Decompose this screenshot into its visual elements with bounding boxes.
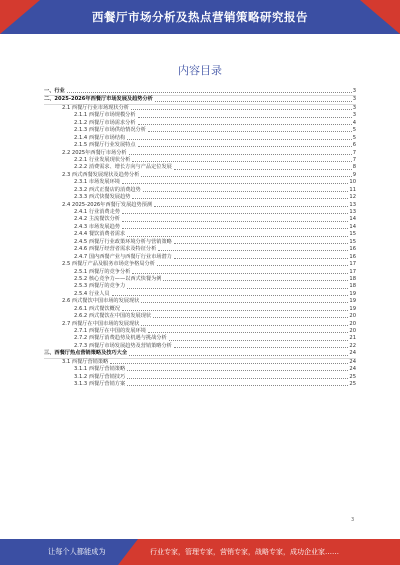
toc-entry-label: 2.4.4 餐饮消费者需求	[74, 231, 126, 238]
footer-accent-slope	[118, 539, 138, 565]
toc-entry-label: 2.3 西式西餐发展现状及趋势分析	[62, 171, 140, 178]
toc-entry-label: 2.2 2025年西餐厅市场分析	[62, 149, 127, 156]
toc-leader-dots	[169, 340, 349, 341]
toc-leader-dots	[141, 302, 348, 303]
toc-entry-label: 2.4.2 主流餐饮分析	[74, 216, 120, 223]
toc-entry-label: 2.3.3 西式快餐发展趋势	[74, 194, 131, 201]
toc-entry-label: 2.7.3 西餐厅市场发展趋势及营销策略分析	[74, 342, 172, 349]
toc-leader-dots	[129, 355, 348, 356]
toc-entry-label: 3.1.3 西餐厅营销方案	[74, 381, 126, 388]
toc-entry-label: 2.5.4 行业人员	[74, 290, 110, 297]
toc-leader-dots	[138, 124, 352, 125]
toc-entry-page: 25	[349, 381, 356, 388]
toc-leader-dots	[122, 183, 348, 184]
toc-leader-dots	[141, 325, 348, 326]
toc-heading: 内容目录	[178, 64, 222, 77]
toc-entry-label: 3.1.2 西餐厅营销技巧	[74, 373, 126, 380]
toc-entry-page: 8	[352, 164, 356, 171]
toc-leader-dots	[143, 191, 349, 192]
toc-leader-dots	[132, 273, 348, 274]
toc-leader-dots	[153, 317, 348, 318]
toc-entry[interactable]	[44, 216, 356, 223]
toc-leader-dots	[131, 109, 352, 110]
toc-leader-dots	[132, 161, 351, 162]
toc-entry-page: 11	[349, 186, 356, 193]
toc-entry-page: 18	[349, 275, 356, 282]
toc-entry[interactable]	[44, 366, 356, 373]
toc-leader-dots	[129, 154, 352, 155]
toc-entry-page: 19	[349, 298, 356, 305]
toc-entry-page: 15	[349, 238, 356, 245]
toc-leader-dots	[122, 310, 348, 311]
toc-entry-page: 5	[352, 134, 356, 141]
toc-entry[interactable]	[44, 164, 356, 171]
toc-entry-label: 2.2.1 行业发展现状分析	[74, 156, 131, 163]
toc-entry-label: 2.4.3 市场发展趋势	[74, 223, 120, 230]
toc-entry[interactable]	[44, 187, 356, 194]
toc-entry-label: 2.3.1 市场发展环境	[74, 179, 120, 186]
toc-entry-page: 6	[352, 142, 356, 149]
toc-entry-label: 2.4.6 西餐厅经营者需求及特征分析	[74, 246, 157, 253]
toc-leader-dots	[155, 101, 352, 102]
toc-entry-label: 2.7.2 西餐厅消费趋势及机遇与挑战分析	[74, 335, 167, 342]
toc-leader-dots	[127, 288, 348, 289]
toc-entry-label: 2.1.4 西餐厅市场结构	[74, 134, 126, 141]
footer-slogan-right: 行业专家，管理专家，营销专家，战略专家，成功企业家……	[150, 548, 339, 556]
page-number: 3	[351, 517, 355, 523]
toc-entry-page: 19	[349, 290, 356, 297]
toc-entry[interactable]	[44, 127, 356, 134]
toc-entry-page: 24	[349, 350, 356, 357]
toc-entry-label: 2.5.1 西餐厅的竞争分析	[74, 268, 131, 275]
toc-entry-label: 2.7 西餐厅在中国市场的发展现状	[62, 320, 140, 327]
toc-entry-page: 3	[352, 88, 356, 94]
toc-entry-page: 9	[352, 171, 356, 178]
toc-entry-label: 2.6 西式餐饮中国市场的发展现状	[62, 298, 140, 305]
toc-entry-page: 3	[352, 96, 356, 103]
toc-entry-label: 2.1.2 西餐厅市场需求分析	[74, 119, 136, 126]
toc-entry[interactable]	[44, 142, 356, 149]
toc-entry-label: 一、行业	[44, 88, 65, 94]
toc-entry-label: 2.6.1 西式餐饮概况	[74, 305, 120, 312]
toc-leader-dots	[148, 332, 348, 333]
toc-leader-dots	[174, 347, 349, 348]
toc-leader-dots	[138, 146, 352, 147]
footer-slogan-left: 让每个人都能成为	[48, 547, 106, 556]
toc-entry-page: 13	[349, 209, 356, 215]
toc-leader-dots	[110, 363, 348, 364]
toc-entry-page: 24	[349, 358, 356, 365]
toc-entry-page: 21	[349, 335, 356, 342]
toc-entry-label: 2.1.3 西餐厅市场供给情况分析	[74, 127, 146, 134]
toc-leader-dots	[154, 206, 348, 207]
toc-entry[interactable]	[44, 231, 356, 238]
toc-entry-page: 7	[352, 156, 356, 163]
toc-entry-page: 20	[349, 328, 356, 334]
toc-entry-page: 16	[349, 253, 356, 260]
toc-entry[interactable]	[44, 112, 356, 119]
toc-entry[interactable]	[44, 306, 356, 313]
toc-entry-page: 20	[349, 313, 356, 320]
toc-entry-page: 13	[349, 201, 356, 208]
toc-entry[interactable]	[44, 313, 356, 320]
toc-entry[interactable]	[44, 283, 356, 290]
toc-entry[interactable]	[44, 269, 356, 276]
toc-entry-page: 5	[352, 127, 356, 134]
toc-leader-dots	[122, 221, 348, 222]
toc-entry-page: 12	[349, 194, 356, 201]
toc-entry[interactable]	[44, 350, 356, 358]
toc-entry-label: 2.5.2 核心竞争力——以西式快餐为例	[74, 275, 162, 282]
toc-entry-page: 25	[349, 373, 356, 380]
page-footer	[0, 539, 400, 565]
toc-entry-label: 3.1.1 西餐厅营销策略	[74, 366, 126, 373]
toc-entry-page: 19	[349, 305, 356, 312]
toc-leader-dots	[174, 243, 349, 244]
toc-entry-label: 三、西餐厅热点营销策略及技巧大全	[44, 350, 128, 357]
toc-entry[interactable]	[44, 261, 356, 268]
toc-entry-page: 3	[352, 112, 356, 119]
toc-leader-dots	[163, 280, 348, 281]
toc-entry-page: 24	[349, 366, 356, 373]
toc-entry[interactable]	[44, 179, 356, 186]
toc-entry-page: 7	[352, 149, 356, 156]
toc-entry-page: 14	[349, 223, 356, 230]
toc-entry-label: 3.1 西餐厅营销策略	[62, 358, 109, 365]
toc-entry-label: 2.6.2 西式餐饮在中国的发展现状	[74, 313, 152, 320]
toc-leader-dots	[127, 236, 348, 237]
toc-leader-dots	[141, 176, 351, 177]
toc-entry-page: 10	[349, 179, 356, 186]
toc-entry-label: 2.2.2 消费需求、增长方向与产品定位发展	[74, 164, 172, 171]
toc-entry-page: 14	[349, 216, 356, 223]
toc-entry-label: 2.5 西餐厅产品及服务市场竞争格局分析	[62, 261, 155, 268]
toc-entry[interactable]	[44, 150, 356, 157]
toc-entry-page: 4	[352, 119, 356, 126]
toc-leader-dots	[138, 117, 352, 118]
toc-leader-dots	[127, 378, 348, 379]
toc-leader-dots	[174, 258, 349, 259]
toc-entry-page: 16	[349, 246, 356, 253]
toc-entry-page: 20	[349, 320, 356, 327]
toc-leader-dots	[157, 265, 348, 266]
toc-entry-label: 2.1.5 西餐厅行业发展特点	[74, 142, 136, 149]
toc-entry-label: 2.4.7 国内西餐产业与西餐厅行业市场潜力	[74, 253, 172, 260]
toc-entry-page: 17	[349, 268, 356, 275]
toc-entry-page: 18	[349, 283, 356, 290]
page-header	[0, 0, 400, 34]
toc-leader-dots	[127, 139, 352, 140]
toc-entry-page: 17	[349, 261, 356, 268]
toc-entry[interactable]	[44, 135, 356, 142]
toc-leader-dots	[174, 169, 352, 170]
toc-leader-dots	[158, 250, 348, 251]
toc-entry[interactable]	[44, 374, 356, 381]
toc-entry-label: 2.4.5 西餐厅行业政策环境分析与营销策略	[74, 238, 172, 245]
toc-entry-label: 2.7.1 西餐厅在中国的发展环境	[74, 328, 146, 334]
toc-leader-dots	[132, 198, 348, 199]
toc-entry[interactable]	[44, 335, 356, 342]
toc-leader-dots	[127, 370, 348, 371]
toc-leader-dots	[127, 385, 348, 386]
toc-entry[interactable]	[44, 194, 356, 201]
toc-leader-dots	[67, 92, 352, 93]
toc-entry-label: 2.4.1 行业消费走势	[74, 209, 120, 215]
toc-entry-label: 二、2025-2026年西餐厅市场发展及趋势分析	[44, 96, 153, 103]
toc-entry-label: 2.1.1 西餐厅市场规模分析	[74, 112, 136, 119]
toc-leader-dots	[122, 228, 348, 229]
toc-entry-label: 2.3.2 西式正餐店的消费趋势	[74, 186, 141, 193]
toc-entry-page: 15	[349, 231, 356, 238]
toc-entry-label: 2.5.3 西餐厅的竞争力	[74, 283, 126, 290]
toc-entry[interactable]	[44, 246, 356, 253]
toc-leader-dots	[122, 213, 348, 214]
toc-entry[interactable]	[44, 381, 356, 388]
toc-entry[interactable]	[44, 96, 356, 104]
toc-entry[interactable]	[44, 202, 356, 209]
toc-entry-label: 2.1 西餐厅行业市场现状分析	[62, 104, 129, 111]
report-title: 西餐厅市场分析及热点营销策略研究报告	[92, 10, 308, 24]
toc-entry[interactable]	[44, 298, 356, 305]
table-of-contents	[44, 88, 356, 389]
toc-leader-dots	[148, 131, 352, 132]
toc-entry-page: 22	[349, 342, 356, 349]
toc-entry[interactable]	[44, 321, 356, 328]
toc-leader-dots	[112, 295, 349, 296]
toc-entry-label: 2.4 2025-2026年西餐厅发展趋势预测	[62, 201, 153, 208]
toc-entry[interactable]	[44, 254, 356, 261]
toc-entry-page: 3	[352, 104, 356, 111]
